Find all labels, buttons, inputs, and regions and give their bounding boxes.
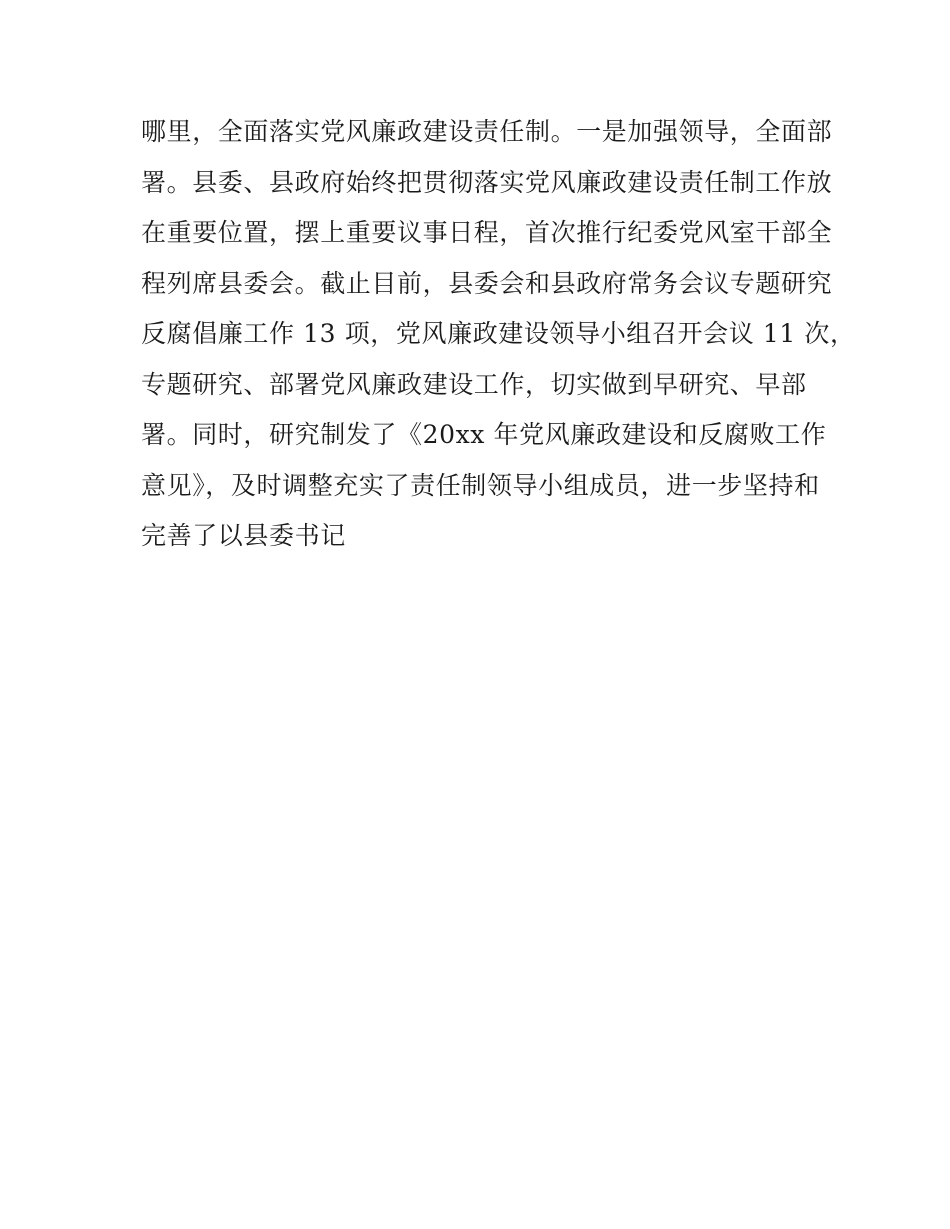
text-line: 意见》，及时调整充实了责任制领导小组成员，进一步坚持和 xyxy=(141,470,820,500)
text-line: 在重要位置，摆上重要议事日程，首次推行纪委党风室干部全 xyxy=(141,218,833,247)
text-line: 署。县委、县政府始终把贯彻落实党风廉政建设责任制工作放 xyxy=(141,167,833,197)
text-line: 署。同时，研究制发了《20xx 年党风廉政建设和反腐败工作 xyxy=(141,420,827,449)
text-line: 哪里，全面落实党风廉政建设责任制。一是加强领导，全面部 xyxy=(141,117,833,146)
body-paragraph xyxy=(141,107,856,562)
text-line: 完善了以县委书记 xyxy=(141,521,346,550)
text-line: 反腐倡廉工作 13 项，党风廉政建设领导小组召开会议 11 次， xyxy=(141,319,856,348)
text-line: 专题研究、部署党风廉政建设工作，切实做到早研究、早部 xyxy=(141,369,807,399)
text-line: 程列席县委会。截止目前，县委会和县政府常务会议专题研究 xyxy=(141,268,833,298)
